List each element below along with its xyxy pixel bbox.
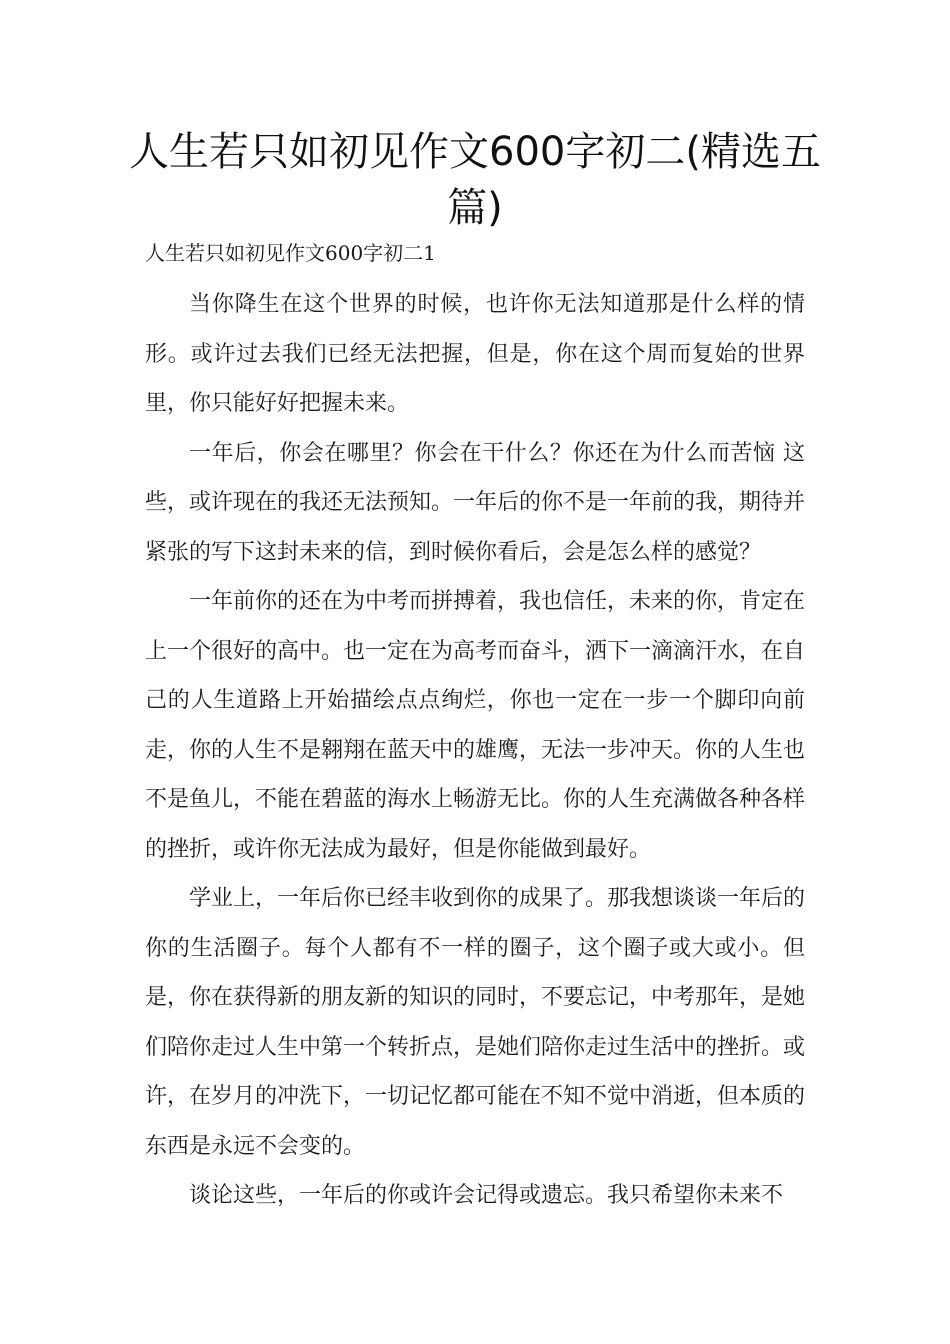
paragraph-5: 谈论这些，一年后的你或许会记得或遗忘。我只希望你未来不	[189, 1183, 784, 1208]
paragraph-1: 当你降生在这个世界的时候，也许你无法知道那是什么样的情形。或许过去我们已经无法把握，但是，你在这个周而复始的世界里，你只能好好把握未来。	[145, 292, 805, 416]
paragraph-4: 学业上，一年后你已经丰收到你的成果了。那我想谈谈一年后的你的生活圈子。每个人都有不一样的圈子，这个圈子或大或小。但是，你在获得新的朋友新的知识的同时，不要忘记，中考那年，是她们陪你走过人生中第一个转折点，是她们陪你走过生活中的挫折。或许，在岁月的冲洗下，一切记忆都可能在不知不觉中消逝，但本质的东西是永远不会变的。	[145, 886, 806, 1159]
paragraph-3: 一年前你的还在为中考而拼搏着，我也信任，未来的你，肯定在上一个很好的高中。也一定在为高考而奋斗，洒下一滴滴汗水，在自己的人生道路上开始描绘点点绚烂，你也一定在一步一个脚印向前走，你的人生不是翱翔在蓝天中的雄鹰，无法一步冲天。你的人生也不是鱼儿，不能在碧蓝的海水上畅游无比。你的人生充满做各种各样的挫折，或许你无法成为最好，但是你能做到最好。	[145, 589, 806, 862]
section-heading: 人生若只如初见作文600字初二1	[145, 241, 436, 265]
paragraph-2: 一年后，你会在哪里？你会在干什么？你还在为什么而苦恼 这些，或许现在的我还无法预知。一年后的你不是一年前的我，期待并紧张的写下这封未来的信，到时候你看后，会是怎么样的感觉？	[145, 440, 806, 565]
document-body	[145, 280, 805, 1221]
document-title: 人生若只如初见作文600字初二(精选五篇)	[129, 129, 821, 231]
